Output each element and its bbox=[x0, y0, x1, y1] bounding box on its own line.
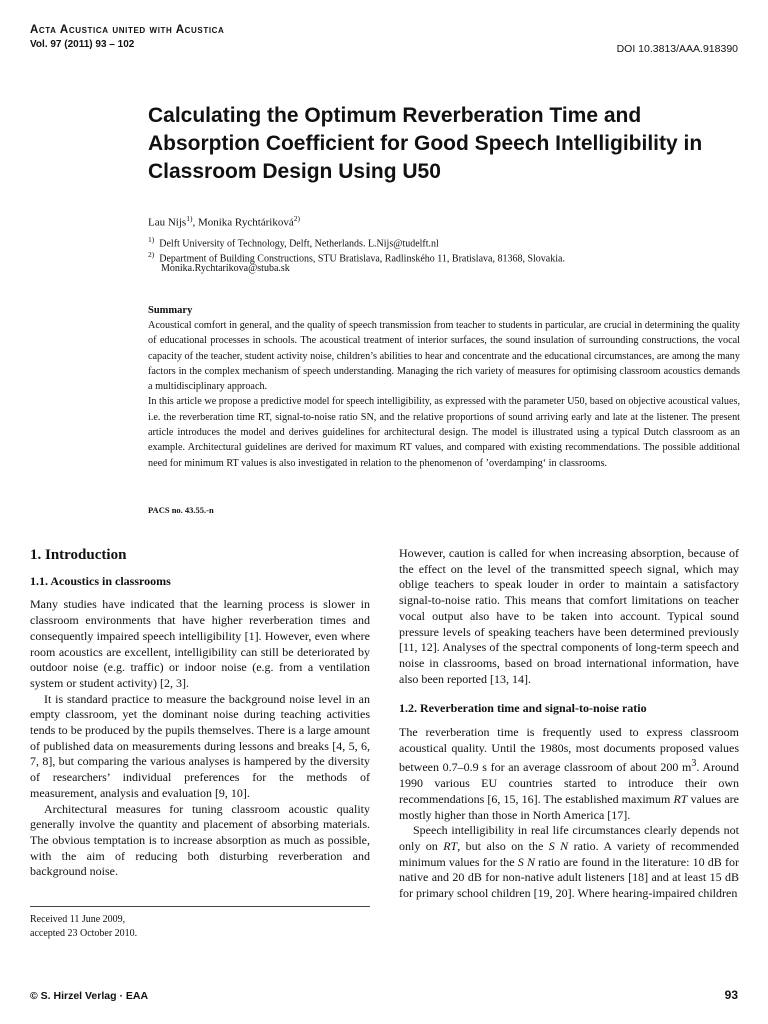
author-name: Monika Rychtáriková bbox=[197, 216, 294, 229]
text-run: Speech intelligibility in real life circumstances clearly depends not only on bbox=[399, 823, 739, 853]
left-column bbox=[30, 546, 370, 880]
body-paragraph bbox=[399, 823, 739, 902]
authors bbox=[148, 214, 300, 229]
math-symbol: S N bbox=[548, 838, 569, 853]
journal-volume: Vol. 97 (2011) 93 – 102 bbox=[30, 39, 135, 50]
page-number: 93 bbox=[724, 988, 738, 1002]
summary-paragraph: In this article we propose a predictive model for speech intelligibility, as expressed with the parameter U50, based on objective acoustical values, i.e. the reverberation time RT, signal-to-noise ratio SN, and the relative proportions of sound arriving early and late at the listener. The present article introduces the model and derives guidelines for architectural design. The model is illustrated using a typical Dutch classroom as an example. Architectural guidelines are derived for maximum RT values, and compared with existing recommendations. The possible additional need for minimum RT values is also investigated in relation to the phenomenon of ’overdamping‘ in classrooms. bbox=[148, 396, 740, 469]
subsection-heading: 1.1. Acoustics in classrooms bbox=[30, 573, 171, 588]
body-paragraph: However, caution is called for when increasing absorption, because of the effect on the level of the transmitted speech signal, which may oblige teachers to speak louder in order to maintain a satisfactory signal-to-noise ratio. This means that comfort limitations on teacher vocal output also have to be taken into account. Typical sound pressure levels of speaking teachers have been determined previously [11, 12]. Analyses of the spectral components of long-term speech and noise in classrooms, based on broad international information, have also been reported [13, 14]. bbox=[399, 546, 739, 686]
math-symbol: S N bbox=[517, 854, 535, 869]
text-run: , but also on the bbox=[457, 838, 549, 853]
math-symbol: RT bbox=[443, 838, 458, 853]
body-paragraph: It is standard practice to measure the background noise level in an empty classroom, yet the dominant noise during teaching activities tends to be produced by the pupils themselves. There is a large amount of published data on measurements during lessons and breaks [4, 5, 6, 7, 8], but comparing the various analyses is hampered by the diversity of researchers’ individual preferences for the methods of measurement, analysis and evaluation [9, 10]. bbox=[30, 691, 370, 800]
text-run: ratio are found in the literature: 10 dB for native and 20 dB for non-native adult listeners [18] and at least 15 dB for primary school children [19, 20]. Where hearing-impaired children bbox=[399, 854, 739, 901]
body-paragraph: Architectural measures for tuning classroom acoustic quality generally involve the quantity and placement of absorbing materials. The obvious temptation is to increase absorption as much as possible, with the aim of reducing both disturbing reverberation and background noise. bbox=[30, 801, 370, 879]
received-dates bbox=[30, 913, 137, 941]
text-run: values are mostly higher than those in North America [17]. bbox=[399, 791, 739, 822]
summary-abstract bbox=[148, 318, 740, 471]
section-heading: 1. Introduction bbox=[30, 547, 127, 563]
journal-name: Acta Acustica united with Acustica bbox=[30, 24, 225, 36]
author-affiliation-mark: 2) bbox=[293, 214, 300, 223]
affiliation-mark: 1) bbox=[148, 235, 155, 244]
accepted-date: accepted 23 October 2010. bbox=[30, 928, 138, 939]
publisher: © S. Hirzel Verlag · EAA bbox=[30, 990, 149, 1002]
summary-heading: Summary bbox=[148, 305, 193, 316]
right-column bbox=[399, 546, 739, 902]
subsection-heading: 1.2. Reverberation time and signal-to-noise ratio bbox=[399, 701, 647, 716]
received-date: Received 11 June 2009, bbox=[30, 914, 126, 925]
author-separator: , bbox=[192, 216, 198, 229]
affiliation-email: Monika.Rychtarikova@stuba.sk bbox=[161, 263, 290, 274]
body-paragraph: Many studies have indicated that the learning process is slower in classroom environments that have higher reverberation times and consequently impaired speech intelligibility [1]. However, even where room acoustics are excellent, intelligibility can still be deteriorated by outdoor noise (e.g. traffic) or indoor noise (e.g. from a ventilation system or student activity) [2, 3]. bbox=[30, 597, 370, 690]
footnote-divider bbox=[30, 906, 370, 907]
summary-paragraph: Acoustical comfort in general, and the quality of speech transmission from teacher to students in particular, are crucial in determining the quality of educational processes in schools. The acoustical treatment of interior surfaces, the sound insulation of surrounding constructions, the vocal capacity of the teacher, student activity noise, children’s abilities to hear and concentrate and the educational circumstances, are among the many factors in the complex mechanism of speech understanding. Managing the rich variety of measures for optimising classroom acoustics demands a multidisciplinary approach. bbox=[148, 320, 740, 393]
author-affiliation-mark: 1) bbox=[186, 214, 193, 223]
author-name: Lau Nijs bbox=[148, 216, 187, 229]
affiliation-text: Delft University of Technology, Delft, Netherlands. L.Nijs@tudelft.nl bbox=[159, 238, 439, 250]
text-run: . Around 1990 various EU countries started to introduce their own recommendations [6, 15, 16]. The established maximum bbox=[399, 760, 740, 806]
text-run: ratio. A variety of recommended minimum values for the bbox=[399, 838, 739, 869]
superscript: 3 bbox=[691, 758, 697, 770]
paper-title: Calculating the Optimum Reverberation Time and Absorption Coefficient for Good Speech Intelligibility in Classroom Design Using U50 bbox=[148, 104, 703, 183]
math-symbol: RT bbox=[673, 791, 688, 806]
affiliation-text: Department of Building Constructions, STU Bratislava, Radlinského 11, Bratislava, 81368, Slovakia. bbox=[159, 253, 565, 265]
text-run: The reverberation time is frequently used to express classroom acoustical quality. Until the 1980s, most documents proposed values between 0.7–0.9 s for an average classroom of about 200 m bbox=[399, 725, 739, 775]
pacs-number: PACS no. 43.55.-n bbox=[148, 505, 214, 515]
body-paragraph bbox=[399, 725, 739, 823]
doi: DOI 10.3813/AAA.918390 bbox=[616, 43, 738, 55]
affiliation-mark: 2) bbox=[148, 250, 155, 259]
